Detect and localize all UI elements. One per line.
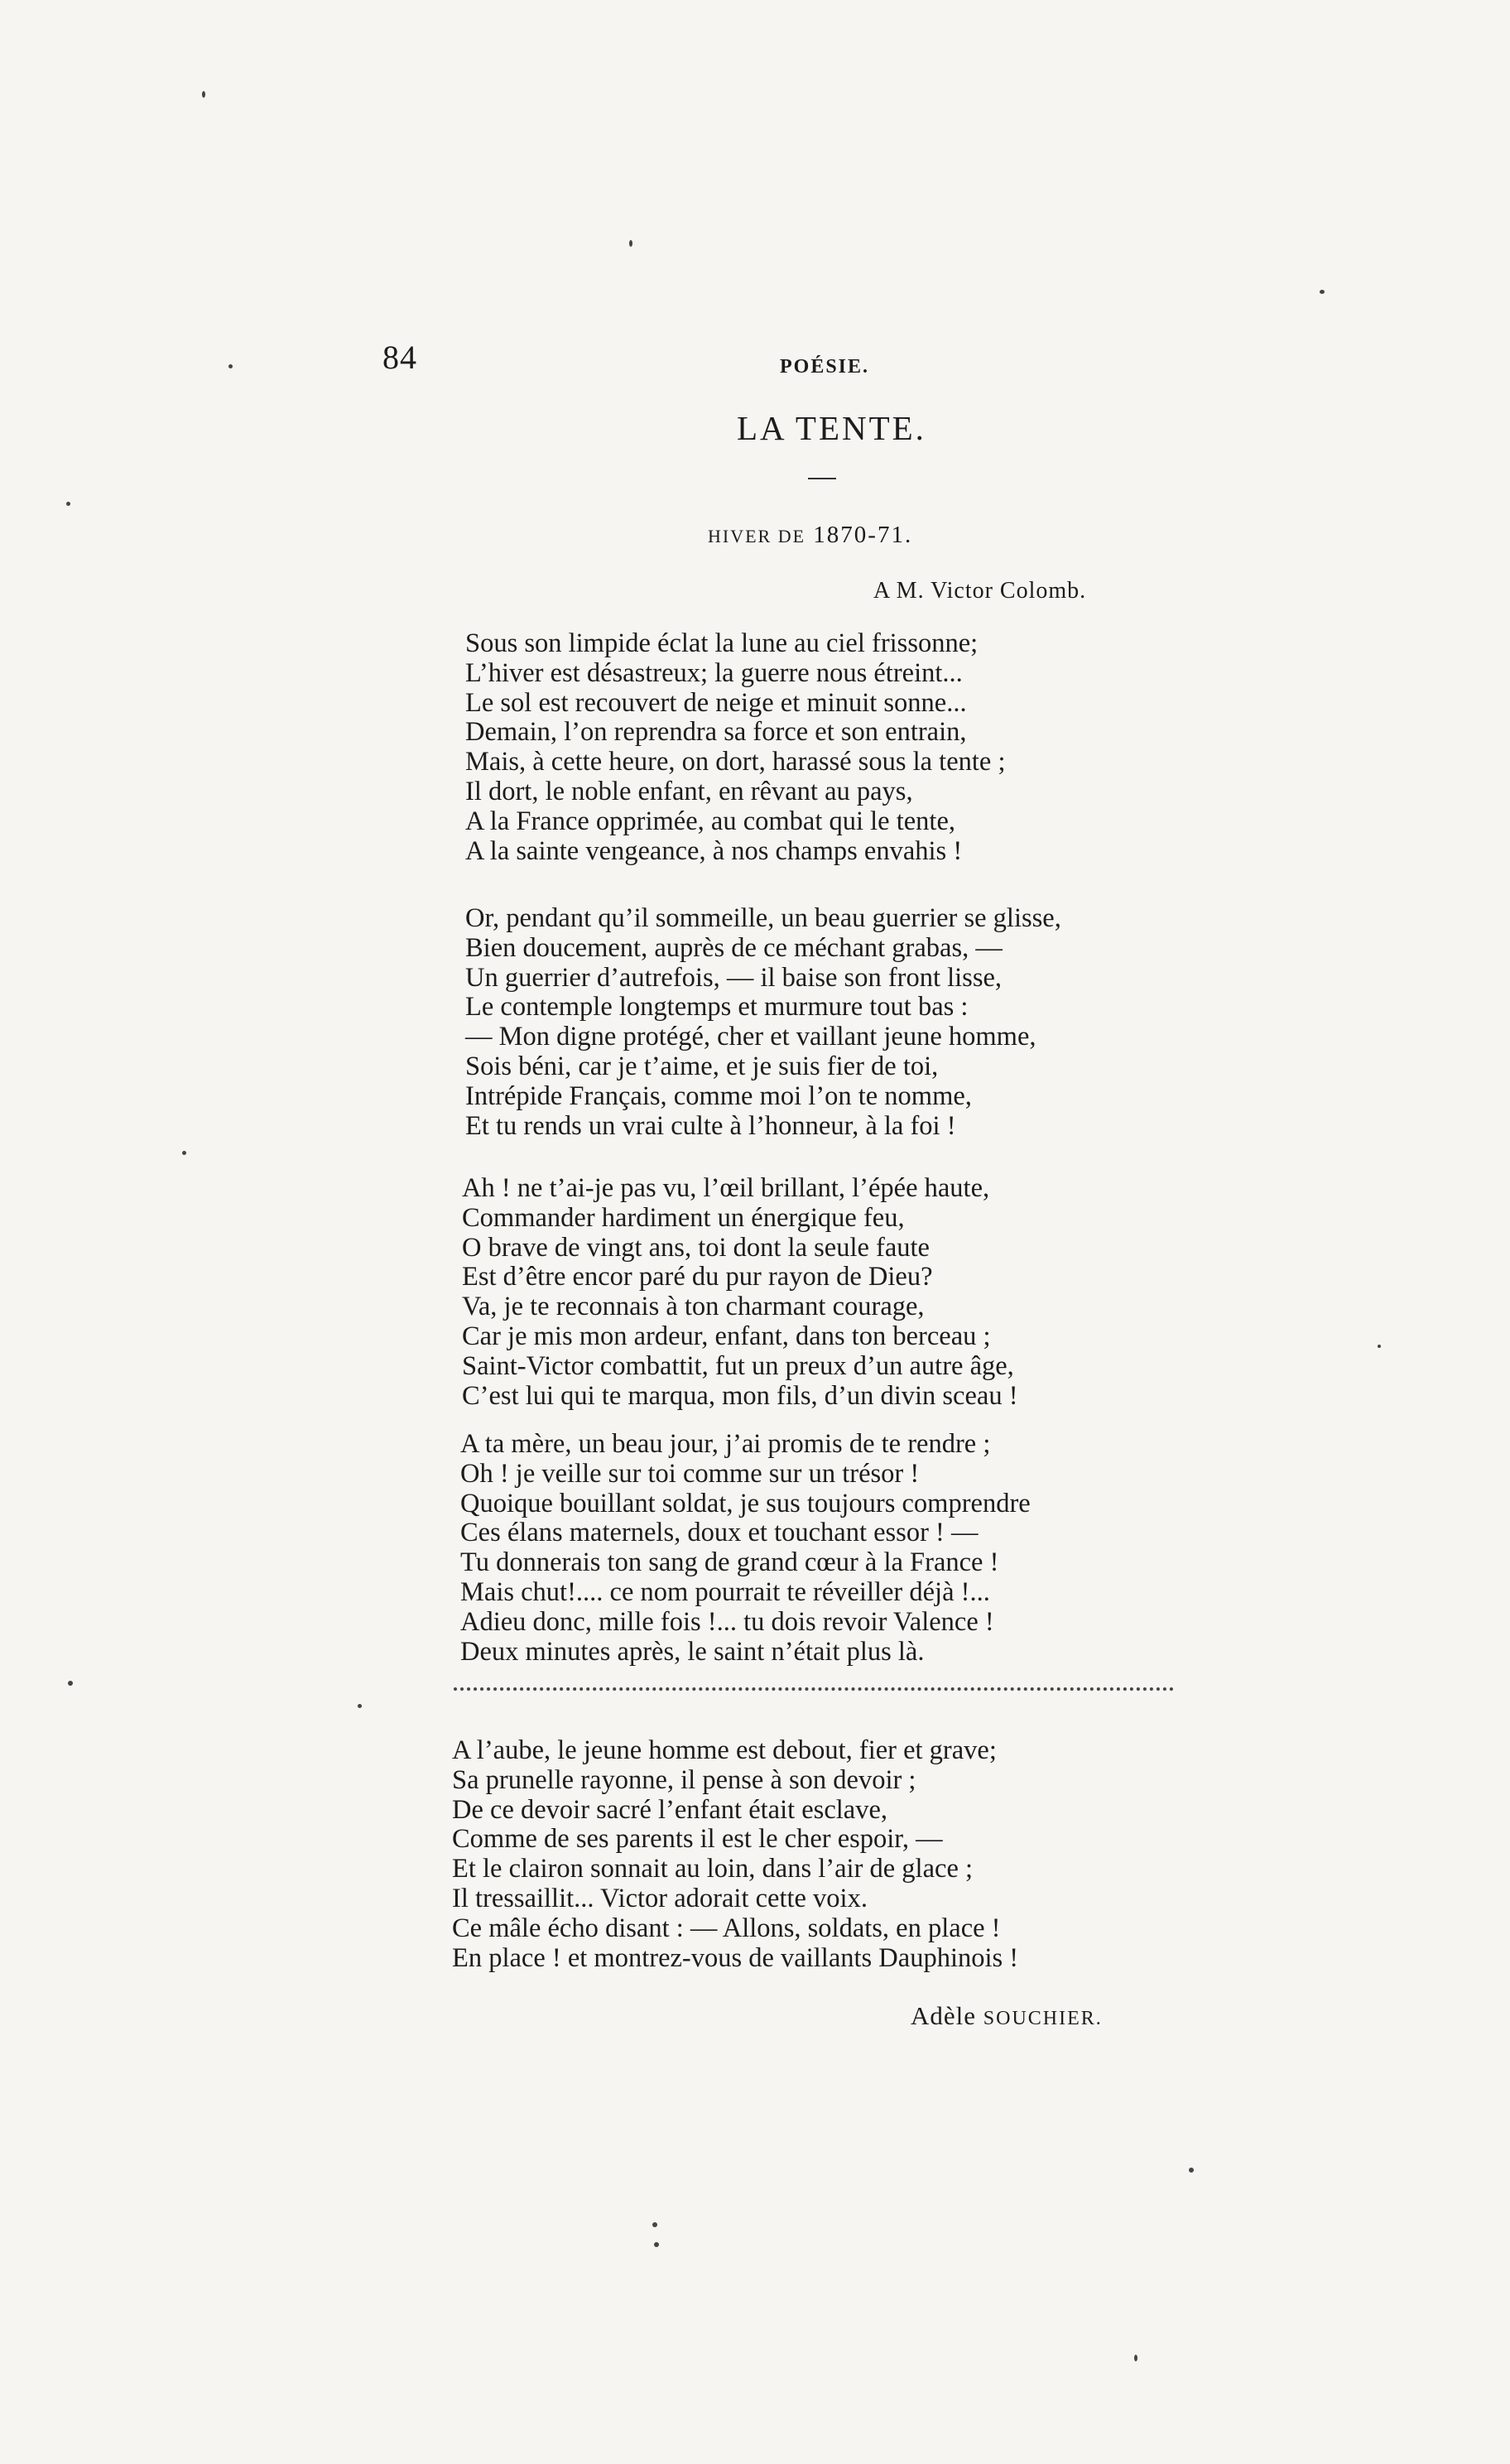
scan-speck	[358, 1704, 362, 1708]
poem-title: LA TENTE.	[737, 409, 926, 447]
verse-line: A la sainte vengeance, à nos champs envahis !	[465, 835, 963, 866]
verse-line: A ta mère, un beau jour, j’ai promis de te rendre ;	[460, 1429, 991, 1459]
verse-line: Va, je te reconnais à ton charmant courage,	[462, 1292, 925, 1322]
verse-line: Il dort, le noble enfant, en rêvant au pays,	[465, 776, 913, 806]
scan-speck	[66, 502, 70, 506]
subtitle-label: HIVER DE	[708, 526, 806, 546]
verse-line: Mais, à cette heure, on dort, harassé sous la tente ;	[465, 747, 1006, 777]
verse-line: C’est lui qui te marqua, mon fils, d’un divin sceau !	[462, 1380, 1018, 1411]
verse-line: Un guerrier d’autrefois, — il baise son front lisse,	[465, 962, 1003, 993]
scan-speck	[629, 240, 632, 247]
verse-line: Deux minutes après, le saint n’était plus là.	[460, 1636, 925, 1667]
verse-line: — Mon digne protégé, cher et vaillant jeune homme,	[465, 1022, 1036, 1052]
verse-line: A l’aube, le jeune homme est debout, fier et grave;	[452, 1735, 997, 1765]
scan-speck	[228, 364, 233, 368]
scan-speck	[1134, 2355, 1137, 2361]
scan-speck	[1320, 290, 1325, 294]
verse-line: Il tressaillit... Victor adorait cette voix.	[452, 1883, 868, 1913]
verse-line: Intrépide Français, comme moi l’on te nomme,	[465, 1080, 972, 1111]
verse-line: Est d’être encor paré du pur rayon de Dieu?	[462, 1262, 933, 1292]
author-first-name: Adèle	[911, 2001, 977, 2030]
verse-line: Et le clairon sonnait au loin, dans l’air de glace ;	[452, 1854, 974, 1884]
page-number: 84	[382, 339, 417, 376]
verse-line: Adieu donc, mille fois !... tu dois revoir Valence !	[460, 1606, 994, 1637]
verse-line: Le sol est recouvert de neige et minuit sonne...	[465, 687, 967, 718]
verse-line: Bien doucement, auprès de ce méchant grabas, —	[465, 932, 1003, 963]
verse-line: Le contemple longtemps et murmure tout bas :	[465, 992, 969, 1023]
verse-line: Sa prunelle rayonne, il pense à son devoir ;	[452, 1764, 916, 1795]
verse-line: Saint-Victor combattit, fut un preux d’un autre âge,	[462, 1350, 1014, 1381]
verse-line: Commander hardiment un énergique feu,	[462, 1202, 905, 1233]
verse-line: O brave de vingt ans, toi dont la seule faute	[462, 1232, 930, 1263]
verse-line: Ah ! ne t’ai-je pas vu, l’œil brillant, l’épée haute,	[462, 1173, 990, 1203]
verse-line: A la France opprimée, au combat qui le tente,	[465, 806, 956, 836]
verse-line: Mais chut!.... ce nom pourrait te réveiller déjà !...	[460, 1576, 990, 1607]
verse-line: Or, pendant qu’il sommeille, un beau guerrier se glisse,	[465, 903, 1061, 933]
dotted-separator	[454, 1687, 1174, 1691]
verse-line: Quoique bouillant soldat, je sus toujours comprendre	[460, 1488, 1031, 1518]
scan-speck	[654, 2242, 659, 2247]
subtitle-years: 1870-71.	[813, 522, 913, 548]
verse-line: Car je mis mon ardeur, enfant, dans ton berceau ;	[462, 1321, 991, 1351]
verse-line: Oh ! je veille sur toi comme sur un trésor !	[460, 1458, 920, 1489]
verse-line: Tu donnerais ton sang de grand cœur à la France !	[460, 1547, 999, 1578]
scan-speck	[182, 1151, 186, 1155]
verse-line: Sois béni, car je t’aime, et je suis fier de toi,	[465, 1051, 939, 1081]
scan-speck	[652, 2222, 657, 2227]
dedication: A M. Victor Colomb.	[873, 578, 1087, 604]
scan-speck	[68, 1681, 73, 1686]
stanza-2	[465, 904, 1061, 1141]
scan-speck	[1378, 1345, 1381, 1348]
author-signature	[911, 2001, 1103, 2031]
verse-line: Ce mâle écho disant : — Allons, soldats, en place !	[452, 1913, 1001, 1943]
author-last-name: SOUCHIER.	[983, 2008, 1103, 2029]
verse-line: En place ! et montrez-vous de vaillants Dauphinois !	[452, 1942, 1019, 1973]
stanza-1	[465, 629, 1006, 866]
verse-line: Et tu rends un vrai culte à l’honneur, à la foi !	[465, 1110, 956, 1141]
verse-line: Sous son limpide éclat la lune au ciel frissonne;	[465, 628, 979, 658]
verse-line: L’hiver est désastreux; la guerre nous étreint...	[465, 657, 963, 688]
scan-speck	[202, 91, 205, 98]
verse-line: Comme de ses parents il est le cher espoir, —	[452, 1824, 943, 1855]
poem-subtitle	[708, 522, 912, 549]
verse-line: Ces élans maternels, doux et touchant essor ! —	[460, 1518, 979, 1548]
stanza-3	[462, 1174, 1018, 1411]
stanza-5	[452, 1736, 1018, 1973]
verse-line: De ce devoir sacré l’enfant était esclave,	[452, 1794, 888, 1825]
title-divider	[808, 478, 836, 479]
scan-speck	[1189, 2168, 1194, 2173]
running-head: POÉSIE.	[780, 356, 870, 378]
stanza-4	[460, 1430, 1031, 1667]
verse-line: Demain, l’on reprendra sa force et son entrain,	[465, 717, 967, 748]
